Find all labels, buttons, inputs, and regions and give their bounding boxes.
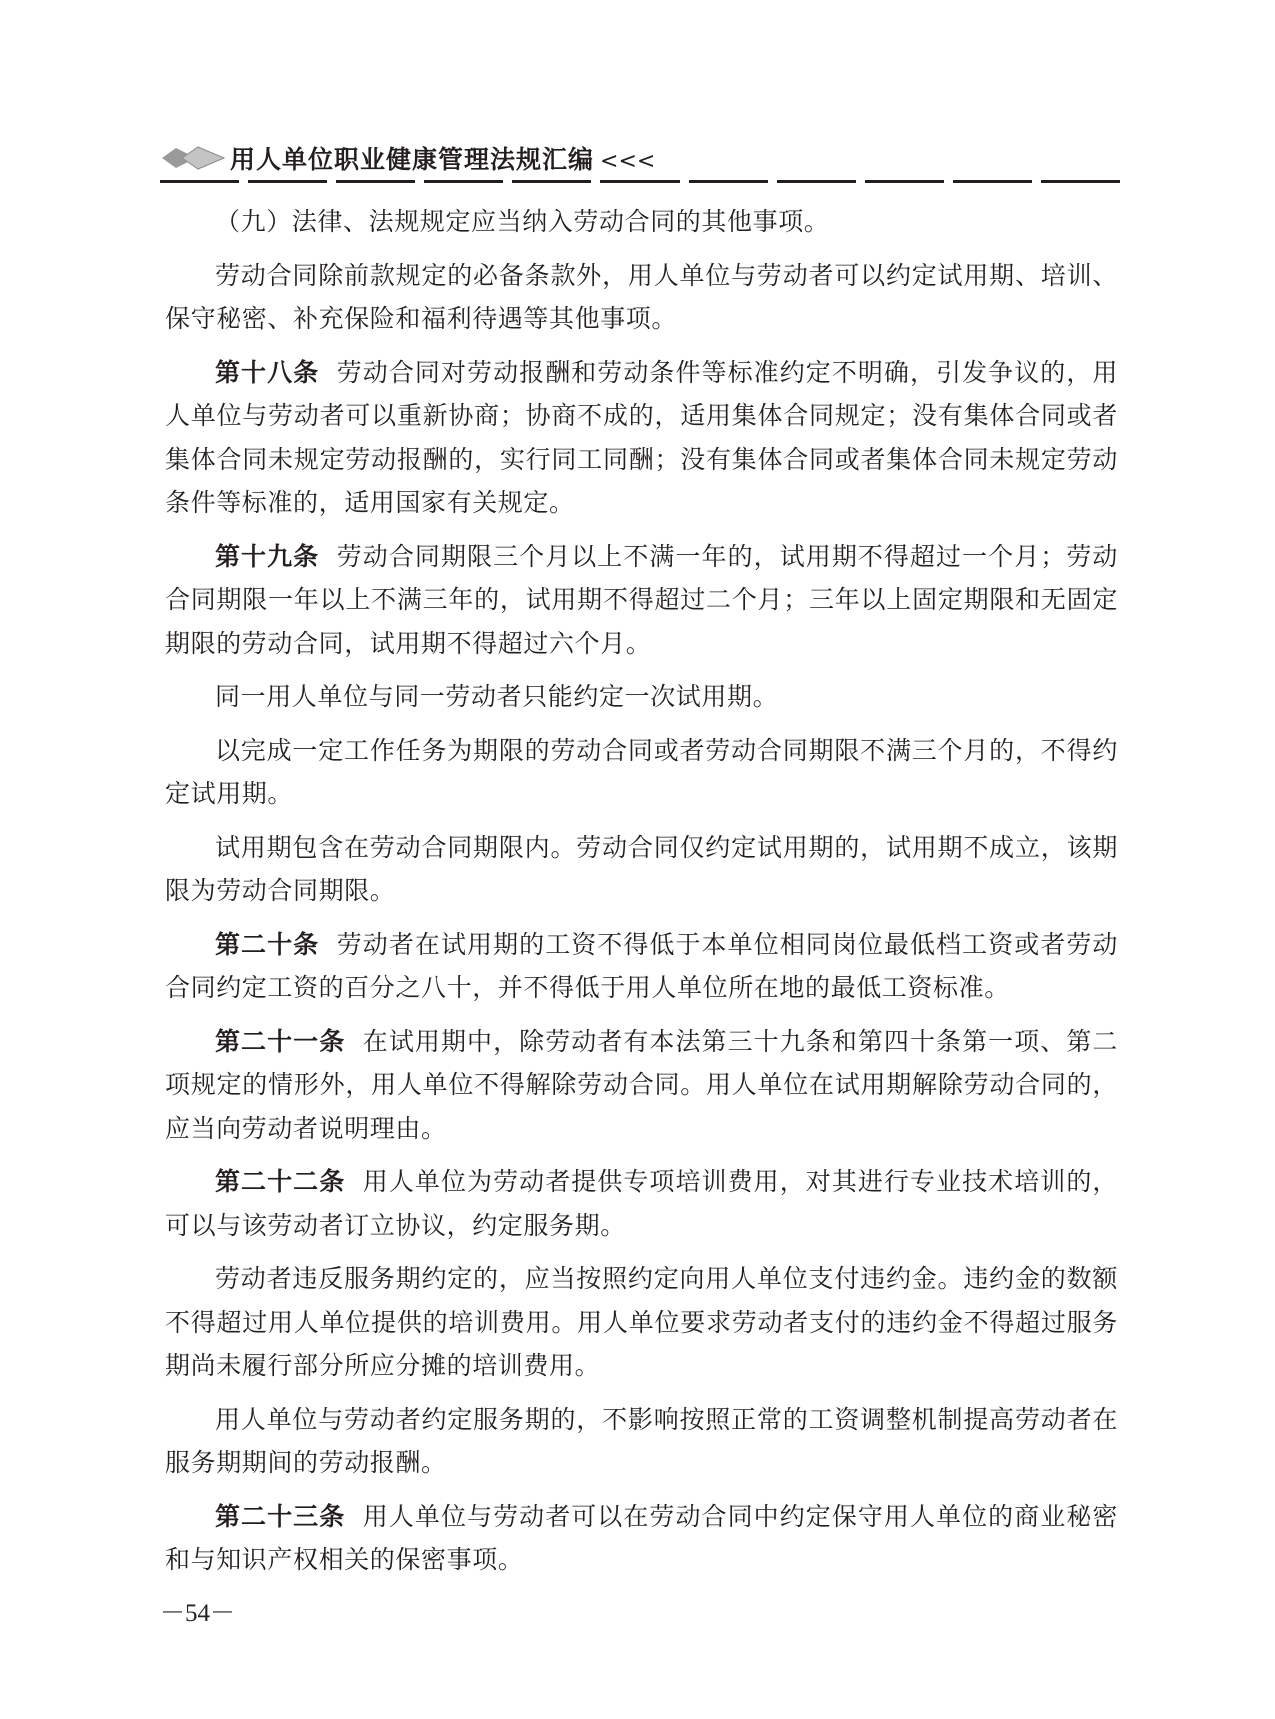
paragraph-text: 同一用人单位与同一劳动者只能约定一次试用期。: [215, 682, 779, 711]
paragraph: [165, 351, 1118, 525]
paragraph: [165, 1398, 1118, 1485]
double-diamond-logo-icon: [160, 144, 228, 172]
book-title-text: 用人单位职业健康管理法规汇编: [230, 145, 595, 174]
article-number: 第十八条: [215, 357, 320, 387]
article-number: 第二十二条: [215, 1167, 346, 1196]
paragraph: [165, 535, 1118, 666]
header-dashed-rule: [160, 180, 1120, 183]
header-chevrons: <<<: [600, 149, 656, 174]
paragraph: [165, 254, 1118, 341]
paragraph-text: 用人单位为劳动者提供专项培训费用，对其进行专业技术培训的，可以与该劳动者订立协议，约定服务期。: [165, 1167, 1118, 1240]
paragraph-text: 劳动合同除前款规定的必备条款外，用人单位与劳动者可以约定试用期、培训、保守秘密、补充保险和福利待遇等其他事项。: [165, 260, 1118, 333]
article-number: 第十九条: [215, 541, 320, 571]
running-header: [160, 138, 1120, 190]
paragraph: [165, 1495, 1118, 1582]
paragraph-text: （九）法律、法规规定应当纳入劳动合同的其他事项。: [215, 207, 830, 236]
paragraph-text: 劳动合同对劳动报酬和劳动条件等标准约定不明确，引发争议的，用人单位与劳动者可以重新协商；协商不成的，适用集体合同规定；没有集体合同或者集体合同未规定劳动报酬的，实行同工同酬；没有集体合同或者集体合同未规定劳动条件等标准的，适用国家有关规定。: [165, 357, 1118, 517]
paragraph-text: 以完成一定工作任务为期限的劳动合同或者劳动合同期限不满三个月的，不得约定试用期。: [165, 735, 1118, 808]
article-number: 第二十一条: [215, 1026, 346, 1056]
paragraph: [165, 923, 1118, 1010]
page-number: －54－: [160, 1600, 236, 1627]
article-number: 第二十三条: [215, 1501, 346, 1531]
paragraph-text: 用人单位与劳动者可以在劳动合同中约定保守用人单位的商业秘密和与知识产权相关的保密事项。: [165, 1501, 1118, 1574]
article-number: 第二十条: [215, 929, 320, 959]
paragraph: [165, 1160, 1118, 1247]
paragraph-text: 劳动合同期限三个月以上不满一年的，试用期不得超过一个月；劳动合同期限一年以上不满三年的，试用期不得超过二个月；三年以上固定期限和无固定期限的劳动合同，试用期不得超过六个月。: [165, 541, 1118, 658]
book-title: [230, 140, 655, 176]
paragraph: [165, 675, 1118, 719]
paragraph: [165, 1020, 1118, 1151]
paragraph-text: 劳动者在试用期的工资不得低于本单位相同岗位最低档工资或者劳动合同约定工资的百分之八十，并不得低于用人单位所在地的最低工资标准。: [165, 929, 1118, 1002]
paragraph: [165, 1257, 1118, 1388]
body-text: [165, 200, 1118, 1592]
paragraph-text: 在试用期中，除劳动者有本法第三十九条和第四十条第一项、第二项规定的情形外，用人单位不得解除劳动合同。用人单位在试用期解除劳动合同的，应当向劳动者说明理由。: [165, 1026, 1118, 1143]
paragraph: [165, 200, 1118, 244]
paragraph-text: 试用期包含在劳动合同期限内。劳动合同仅约定试用期的，试用期不成立，该期限为劳动合同期限。: [165, 832, 1118, 905]
paragraph-text: 用人单位与劳动者约定服务期的，不影响按照正常的工资调整机制提高劳动者在服务期期间的劳动报酬。: [165, 1404, 1118, 1477]
paragraph: [165, 826, 1118, 913]
paragraph: [165, 729, 1118, 816]
paragraph-text: 劳动者违反服务期约定的，应当按照约定向用人单位支付违约金。违约金的数额不得超过用人单位提供的培训费用。用人单位要求劳动者支付的违约金不得超过服务期尚未履行部分所应分摊的培训费用。: [165, 1264, 1118, 1380]
